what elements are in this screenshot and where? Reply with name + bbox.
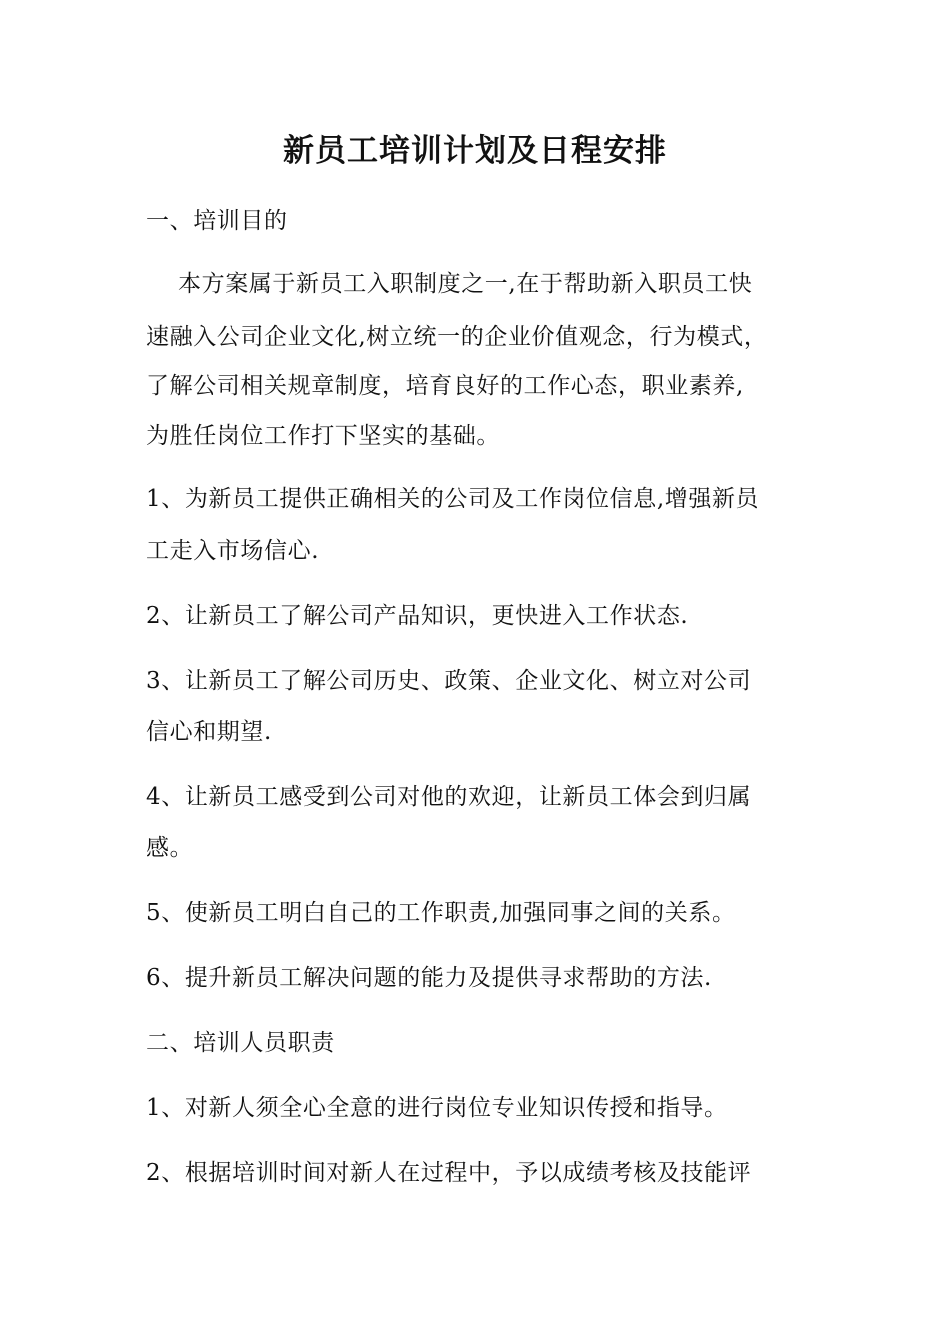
list-item-2: 2、让新员工了解公司产品知识，更快进入工作状态. [146, 603, 689, 629]
list-item-4: 4、让新员工感受到公司对他的欢迎，让新员工体会到归属 [146, 784, 752, 810]
list-item-1: 1、为新员工提供正确相关的公司及工作岗位信息,增强新员 [146, 486, 760, 512]
paragraph-line: 为胜任岗位工作打下坚实的基础。 [146, 423, 500, 449]
duty-item-2: 2、根据培训时间对新人在过程中，予以成绩考核及技能评 [146, 1160, 752, 1186]
section-heading-purpose: 一、培训目的 [146, 208, 288, 234]
list-item-6: 6、提升新员工解决问题的能力及提供寻求帮助的方法. [146, 965, 712, 991]
section-heading-trainer-duties: 二、培训人员职责 [146, 1030, 335, 1056]
paragraph-line: 本方案属于新员工入职制度之一,在于帮助新入职员工快 [178, 271, 753, 297]
list-item-3: 3、让新员工了解公司历史、政策、企业文化、树立对公司 [146, 668, 752, 694]
duty-item-1: 1、对新人须全心全意的进行岗位专业知识传授和指导。 [146, 1095, 728, 1121]
paragraph-line: 速融入公司企业文化,树立统一的企业价值观念，行为模式， [146, 324, 768, 350]
paragraph-line: 了解公司相关规章制度，培育良好的工作心态，职业素养, [146, 373, 744, 399]
list-item-3-continued: 信心和期望. [146, 719, 272, 745]
list-item-4-continued: 感。 [146, 835, 194, 861]
list-item-5: 5、使新员工明白自己的工作职责,加强同事之间的关系。 [146, 900, 736, 926]
document-title: 新员工培训计划及日程安排 [283, 133, 667, 169]
list-item-1-continued: 工走入市场信心. [146, 538, 320, 564]
